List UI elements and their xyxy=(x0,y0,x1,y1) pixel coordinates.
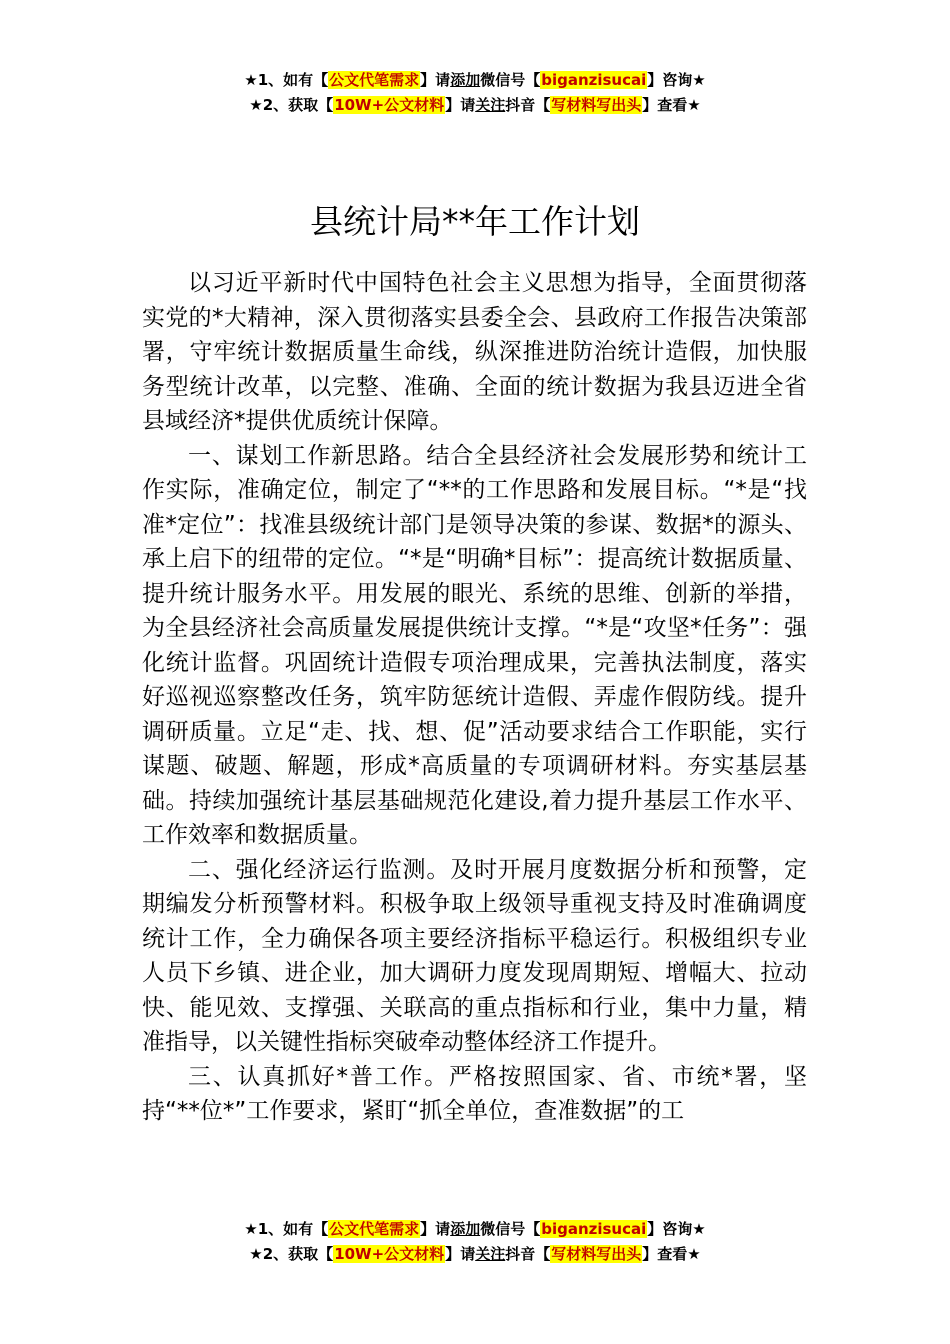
highlight-wechat-id: biganzisucai xyxy=(541,1220,647,1238)
promo-banner-top xyxy=(0,68,950,118)
highlight-douyin-account: 写材料写出头 xyxy=(551,96,642,114)
paragraph-section-1: 一、谋划工作新思路。结合全县经济社会发展形势和统计工作实际，准确定位，制定了“**的工作思路和发展目标。“*是“找准*定位”：找准县级统计部门是领导决策的参谋、数据*的源头、承上启下的纽带的定位。“*是“明确*目标”：提高统计数据质量、提升统计服务水平。用发展的眼光、系统的思维、创新的举措，为全县经济社会高质量发展提供统计支撑。“*是“攻坚*任务”：强化统计监督。巩固统计造假专项治理成果，完善执法制度，落实好巡视巡察整改任务，筑牢防惩统计造假、弄虚作假防线。提升调研质量。立足“走、找、想、促”活动要求结合工作职能，实行谋题、破题、解题，形成*高质量的专项调研材料。夯实基层基础。持续加强统计基层基础规范化建设,着力提升基层工作水平、工作效率和数据质量。 xyxy=(142,442,807,848)
promo-line-2: ★2、获取【10W+公文材料】请关注抖音【写材料写出头】查看★ xyxy=(249,96,701,114)
document-title: 县统计局**年工作计划 xyxy=(310,202,640,242)
promo-banner-bottom xyxy=(0,1217,950,1267)
paragraph-section-2: 二、强化经济运行监测。及时开展月度数据分析和预警，定期编发分析预警材料。积极争取上级领导重视支持及时准确调度统计工作，全力确保各项主要经济指标平稳运行。积极组织专业人员下乡镇、进企业，加大调研力度发现周期短、增幅大、拉动快、能见效、支撑强、关联高的重点指标和行业，集中力量，精准指导，以关键性指标突破牵动整体经济工作提升。 xyxy=(142,856,807,1055)
highlight-materials: 10W+公文材料 xyxy=(334,1245,445,1263)
highlight-materials: 10W+公文材料 xyxy=(334,96,445,114)
promo-line-1: ★1、如有【公文代笔需求】请添加微信号【biganzisucai】咨询★ xyxy=(244,71,706,89)
highlight-douyin-account: 写材料写出头 xyxy=(551,1245,642,1263)
promo-line-1: ★1、如有【公文代笔需求】请添加微信号【biganzisucai】咨询★ xyxy=(244,1220,706,1238)
highlight-wechat-id: biganzisucai xyxy=(541,71,647,89)
document-body xyxy=(142,266,807,1129)
promo-line-2: ★2、获取【10W+公文材料】请关注抖音【写材料写出头】查看★ xyxy=(249,1245,701,1263)
paragraph-section-3: 三、认真抓好*普工作。严格按照国家、省、市统*署，坚持“**位*”工作要求，紧盯“抓全单位，查准数据”的工 xyxy=(142,1063,807,1124)
paragraph-intro: 以习近平新时代中国特色社会主义思想为指导，全面贯彻落实党的*大精神，深入贯彻落实县委全会、县政府工作报告决策部署，守牢统计数据质量生命线，纵深推进防治统计造假，加快服务型统计改革，以完整、准确、全面的统计数据为我县迈进全省县域经济*提供优质统计保障。 xyxy=(142,270,807,434)
highlight-service: 公文代笔需求 xyxy=(329,1220,420,1238)
highlight-service: 公文代笔需求 xyxy=(329,71,420,89)
